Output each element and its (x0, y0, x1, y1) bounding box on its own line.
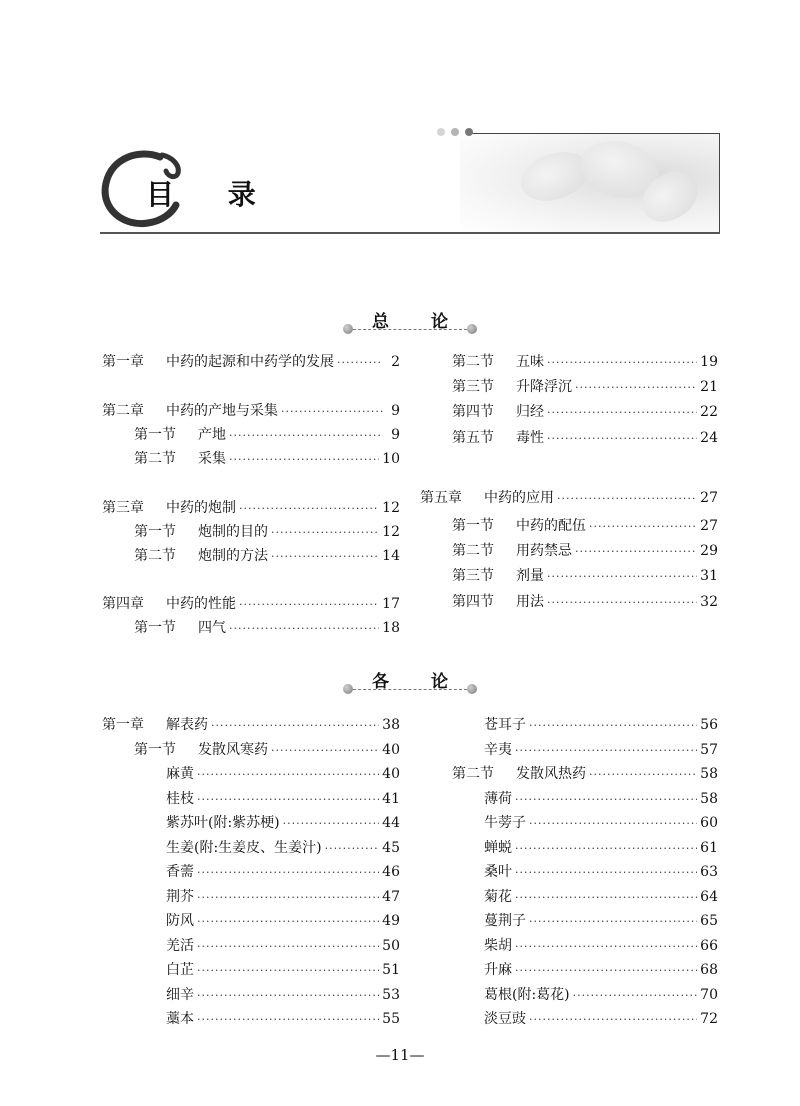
toc-entry-page: 31 (700, 568, 718, 584)
toc-entry-title: 采集 (198, 451, 226, 467)
toc-entry-title: 中药的配伍 (516, 518, 586, 534)
toc-entry[interactable] (166, 838, 400, 858)
toc-entry-number: 第三章 (102, 500, 144, 516)
toc-entry[interactable] (102, 498, 400, 518)
banner-right-rule (719, 133, 720, 233)
toc-entry-page: 47 (382, 888, 400, 905)
toc-entry-label (452, 402, 544, 422)
toc-entry-title: 苍耳子 (484, 717, 526, 733)
toc-leader-dots (283, 814, 380, 834)
toc-entry-number: 第一章 (102, 354, 144, 370)
toc-entry[interactable] (484, 887, 718, 907)
toc-entry[interactable] (166, 960, 400, 980)
toc-entry-number: 第二节 (452, 766, 494, 782)
toc-entry-page: 64 (700, 888, 718, 905)
toc-entry-label (484, 813, 526, 833)
toc-entry[interactable] (102, 594, 400, 614)
toc-leader-dots (547, 567, 697, 587)
toc-entry[interactable] (102, 715, 400, 735)
page-number: —11— (375, 1046, 425, 1064)
toc-entry-page: 72 (700, 1011, 718, 1027)
toc-entry[interactable] (166, 985, 400, 1005)
toc-entry[interactable] (484, 789, 718, 809)
toc-entry-label (484, 740, 512, 760)
toc-leader-dots (271, 741, 379, 761)
toc-entry-title: 羌活 (166, 937, 194, 954)
section-heading-specific (340, 667, 480, 697)
toc-entry-label (134, 740, 268, 760)
toc-leader-dots (589, 765, 697, 785)
toc-entry-page: 17 (382, 596, 400, 612)
toc-entry[interactable] (134, 546, 400, 566)
toc-entry-title: 归经 (516, 404, 544, 420)
toc-entry-label (484, 1009, 526, 1029)
banner-top-rule (470, 133, 720, 134)
toc-entry-number: 第一章 (102, 717, 144, 733)
toc-leader-dots (547, 429, 697, 449)
toc-entry-label (166, 936, 194, 956)
toc-entry[interactable] (484, 985, 718, 1005)
toc-entry-label (102, 352, 334, 372)
toc-entry-page: 10 (382, 451, 400, 467)
toc-entry-label (166, 1009, 194, 1029)
toc-leader-dots (211, 716, 379, 736)
toc-entry-label (452, 541, 572, 561)
toc-entry[interactable] (484, 715, 718, 735)
toc-entry-page: 50 (382, 937, 400, 954)
toc-leader-dots (239, 499, 379, 519)
toc-entry-title: 炮制的目的 (198, 524, 268, 540)
toc-entry-number: 第二节 (134, 548, 176, 564)
toc-leader-dots (547, 593, 697, 613)
toc-entry-title: 升麻 (484, 962, 512, 978)
toc-leader-dots (515, 888, 697, 908)
toc-entry-label (420, 488, 554, 508)
toc-entry-page: 70 (700, 986, 718, 1003)
toc-entry-title: 香薷 (166, 864, 194, 880)
toc-entry-label (484, 789, 512, 809)
toc-leader-dots (529, 912, 697, 932)
toc-entry[interactable] (484, 960, 718, 980)
toc-entry-title: 生姜(附:生姜皮、生姜汁) (166, 839, 322, 856)
toc-entry-page: 22 (700, 404, 718, 420)
toc-entry[interactable] (134, 522, 400, 542)
toc-entry-label (102, 401, 278, 421)
toc-entry-page: 46 (382, 864, 400, 880)
toc-entry[interactable] (102, 401, 400, 421)
toc-entry-title: 淡豆豉 (484, 1011, 526, 1027)
toc-leader-dots (547, 353, 697, 373)
toc-entry-page: 40 (382, 766, 400, 782)
toc-entry-page: 14 (382, 548, 400, 564)
toc-leader-dots (229, 426, 383, 446)
toc-entry-title: 剂量 (516, 568, 544, 584)
toc-entry-title: 五味 (516, 354, 544, 370)
toc-entry-label (166, 985, 194, 1005)
toc-entry-number: 第三节 (452, 379, 494, 395)
toc-entry-page: 53 (382, 986, 400, 1003)
toc-entry-page: 19 (700, 354, 718, 370)
toc-entry-title: 白芷 (166, 962, 194, 978)
toc-entry-page: 18 (382, 620, 400, 636)
section-dot-left (343, 684, 353, 694)
toc-leader-dots (197, 888, 379, 908)
toc-entry[interactable] (484, 936, 718, 956)
toc-entry[interactable] (102, 352, 400, 372)
toc-entry[interactable] (134, 425, 400, 445)
toc-entry[interactable] (134, 740, 400, 760)
toc-entry-label (134, 522, 268, 542)
toc-leader-dots (529, 716, 697, 736)
toc-entry-number: 第五节 (452, 430, 494, 446)
toc-entry-label (134, 618, 226, 638)
toc-entry-page: 51 (382, 962, 400, 978)
toc-entry-title: 防风 (166, 913, 194, 929)
toc-entry-page: 2 (391, 354, 400, 370)
toc-entry[interactable] (166, 1009, 400, 1029)
toc-entry-title: 炮制的方法 (198, 548, 268, 564)
toc-entry-label (166, 887, 194, 907)
banner-bottom-rule (100, 232, 720, 234)
toc-leader-dots (197, 790, 379, 810)
toc-entry-label (166, 813, 280, 833)
toc-banner (100, 133, 720, 233)
toc-entry-label (452, 516, 586, 536)
toc-leader-dots (547, 403, 697, 423)
toc-entry-label (484, 985, 570, 1005)
toc-entry-title: 四气 (198, 620, 226, 636)
toc-entry-page: 41 (382, 790, 400, 807)
toc-leader-dots (197, 1010, 379, 1030)
banner-leaf-background (460, 134, 719, 232)
toc-leader-dots (529, 814, 697, 834)
toc-entry-label (452, 377, 572, 397)
toc-entry-number: 第一节 (134, 524, 176, 540)
toc-entry-title: 用药禁忌 (516, 543, 572, 559)
toc-entry[interactable] (484, 862, 718, 882)
toc-leader-dots (515, 937, 697, 957)
toc-entry-label (166, 789, 194, 809)
toc-entry[interactable] (134, 449, 400, 469)
toc-entry-label (102, 594, 236, 614)
toc-leader-dots (197, 863, 379, 883)
toc-entry[interactable] (452, 592, 718, 612)
toc-entry-page: 55 (382, 1011, 400, 1027)
toc-entry[interactable] (452, 566, 718, 586)
section-dot-left (343, 324, 353, 334)
toc-entry-label (484, 936, 512, 956)
toc-leader-dots (271, 523, 379, 543)
toc-entry-page: 61 (700, 839, 718, 856)
toc-entry-label (452, 592, 544, 612)
toc-entry-number: 第二章 (102, 403, 144, 419)
toc-entry-title: 中药的应用 (484, 490, 554, 506)
toc-entry-page: 63 (700, 864, 718, 880)
toc-entry-page: 44 (382, 815, 400, 831)
toc-entry-page: 65 (700, 913, 718, 929)
toc-entry[interactable] (452, 402, 718, 422)
toc-entry-label (484, 887, 512, 907)
toc-entry[interactable] (452, 516, 718, 536)
toc-entry-page: 58 (700, 790, 718, 807)
toc-entry[interactable] (452, 764, 718, 784)
toc-entry[interactable] (484, 911, 718, 931)
toc-entry-number: 第五章 (420, 490, 462, 506)
toc-entry-page: 38 (382, 717, 400, 733)
toc-entry-label (166, 764, 194, 784)
toc-entry-title: 中药的产地与采集 (166, 403, 278, 419)
toc-entry[interactable] (452, 428, 718, 448)
toc-leader-dots (589, 517, 697, 537)
toc-entry-page: 66 (700, 937, 718, 954)
toc-entry-title: 细辛 (166, 986, 194, 1003)
toc-entry-title: 薄荷 (484, 790, 512, 807)
toc-entry-title: 紫苏叶(附:紫苏梗) (166, 815, 280, 831)
section-dot-right (467, 324, 477, 334)
toc-entry-label (134, 425, 226, 445)
toc-entry-label (102, 498, 236, 518)
section-dot-right (467, 684, 477, 694)
section-dashed-line (348, 689, 472, 690)
toc-entry-title: 升降浮沉 (516, 379, 572, 395)
toc-entry-title: 用法 (516, 594, 544, 610)
toc-entry-page: 29 (700, 543, 718, 559)
toc-entry-title: 藁本 (166, 1011, 194, 1027)
toc-leader-dots (271, 547, 379, 567)
toc-entry-label (484, 862, 512, 882)
toc-entry-number: 第三节 (452, 568, 494, 584)
toc-entry-page: 49 (382, 913, 400, 929)
toc-entry[interactable] (166, 911, 400, 931)
toc-entry-page: 27 (700, 518, 718, 534)
toc-entry-title: 蝉蜕 (484, 839, 512, 856)
toc-entry-title: 柴胡 (484, 937, 512, 954)
toc-leader-dots (229, 450, 379, 470)
toc-leader-dots (197, 937, 379, 957)
toc-entry-title: 发散风寒药 (198, 741, 268, 758)
toc-entry[interactable] (484, 813, 718, 833)
toc-leader-dots (197, 986, 379, 1006)
toc-entry[interactable] (452, 377, 718, 397)
toc-leader-dots (197, 912, 379, 932)
toc-entry[interactable] (166, 764, 400, 784)
toc-entry-page: 12 (382, 524, 400, 540)
toc-leader-dots (515, 839, 697, 859)
toc-entry-label (134, 449, 226, 469)
toc-entry-title: 中药的性能 (166, 596, 236, 612)
toc-entry[interactable] (166, 936, 400, 956)
toc-leader-dots (325, 839, 380, 859)
toc-leader-dots (229, 619, 379, 639)
toc-entry-title: 辛夷 (484, 741, 512, 758)
toc-entry-label (452, 764, 586, 784)
toc-entry-title: 麻黄 (166, 766, 194, 782)
toc-leader-dots (515, 741, 697, 761)
toc-entry[interactable] (452, 541, 718, 561)
toc-entry-page: 32 (700, 594, 718, 610)
toc-entry-title: 蔓荆子 (484, 913, 526, 929)
toc-entry-page: 56 (700, 717, 718, 733)
toc-entry-title: 发散风热药 (516, 766, 586, 782)
toc-entry-title: 牛蒡子 (484, 815, 526, 831)
toc-entry-page: 9 (391, 403, 400, 419)
toc-entry-page: 9 (391, 427, 400, 443)
toc-entry-title: 解表药 (166, 717, 208, 733)
toc-leader-dots (239, 595, 379, 615)
toc-entry-label (484, 960, 512, 980)
toc-entry-title: 中药的炮制 (166, 500, 236, 516)
toc-leader-dots (337, 353, 383, 373)
toc-entry-number: 第二节 (452, 354, 494, 370)
toc-entry[interactable] (452, 352, 718, 372)
toc-leader-dots (515, 790, 697, 810)
toc-entry-number: 第一节 (134, 620, 176, 636)
toc-entry[interactable] (484, 1009, 718, 1029)
toc-entry[interactable] (166, 789, 400, 809)
toc-leader-dots (557, 489, 697, 509)
toc-entry-title: 菊花 (484, 888, 512, 905)
toc-entry-page: 27 (700, 490, 718, 506)
toc-entry-label (452, 352, 544, 372)
toc-entry[interactable] (420, 488, 718, 508)
toc-entry-label (102, 715, 208, 735)
toc-leader-dots (529, 1010, 697, 1030)
toc-entry-title: 桂枝 (166, 790, 194, 807)
toc-entry-number: 第一节 (134, 427, 176, 443)
toc-leader-dots (281, 402, 383, 422)
toc-entry-page: 12 (382, 500, 400, 516)
toc-entry-title: 产地 (198, 427, 226, 443)
page-title: 目 录 (146, 178, 278, 211)
toc-entry-page: 45 (382, 839, 400, 856)
toc-leader-dots (515, 961, 697, 981)
toc-entry[interactable] (166, 813, 400, 833)
toc-entry[interactable] (484, 838, 718, 858)
toc-entry-number: 第一节 (452, 518, 494, 534)
toc-leader-dots (575, 542, 697, 562)
toc-entry[interactable] (166, 862, 400, 882)
section-dashed-line (348, 329, 472, 330)
toc-entry-label (166, 838, 322, 858)
toc-leader-dots (197, 961, 379, 981)
toc-entry-label (452, 566, 544, 586)
toc-leader-dots (575, 378, 697, 398)
toc-entry-label (166, 862, 194, 882)
toc-entry-title: 桑叶 (484, 864, 512, 880)
toc-entry-page: 60 (700, 815, 718, 831)
toc-entry[interactable] (134, 618, 400, 638)
toc-entry-label (484, 838, 512, 858)
toc-entry-page: 24 (700, 430, 718, 446)
toc-entry-title: 葛根(附:葛花) (484, 986, 570, 1003)
toc-entry-number: 第一节 (134, 741, 176, 758)
toc-entry-page: 21 (700, 379, 718, 395)
toc-entry-label (134, 546, 268, 566)
toc-entry-title: 荆芥 (166, 888, 194, 905)
toc-leader-dots (515, 863, 697, 883)
toc-entry-page: 40 (382, 741, 400, 758)
section-heading-general (340, 307, 480, 337)
toc-entry[interactable] (166, 887, 400, 907)
toc-entry-number: 第四章 (102, 596, 144, 612)
toc-entry[interactable] (484, 740, 718, 760)
toc-entry-label (166, 911, 194, 931)
toc-entry-title: 中药的起源和中药学的发展 (166, 354, 334, 370)
toc-entry-page: 68 (700, 962, 718, 978)
toc-entry-number: 第四节 (452, 404, 494, 420)
toc-leader-dots (197, 765, 379, 785)
toc-entry-title: 毒性 (516, 430, 544, 446)
toc-entry-number: 第四节 (452, 594, 494, 610)
toc-entry-label (166, 960, 194, 980)
toc-leader-dots (573, 986, 698, 1006)
toc-entry-label (484, 911, 526, 931)
section-title-general: 总 论 (372, 312, 466, 332)
toc-entry-page: 58 (700, 766, 718, 782)
toc-entry-number: 第二节 (134, 451, 176, 467)
toc-entry-page: 57 (700, 741, 718, 758)
section-title-specific: 各 论 (372, 672, 466, 692)
toc-entry-label (452, 428, 544, 448)
toc-entry-number: 第二节 (452, 543, 494, 559)
toc-entry-label (484, 715, 526, 735)
